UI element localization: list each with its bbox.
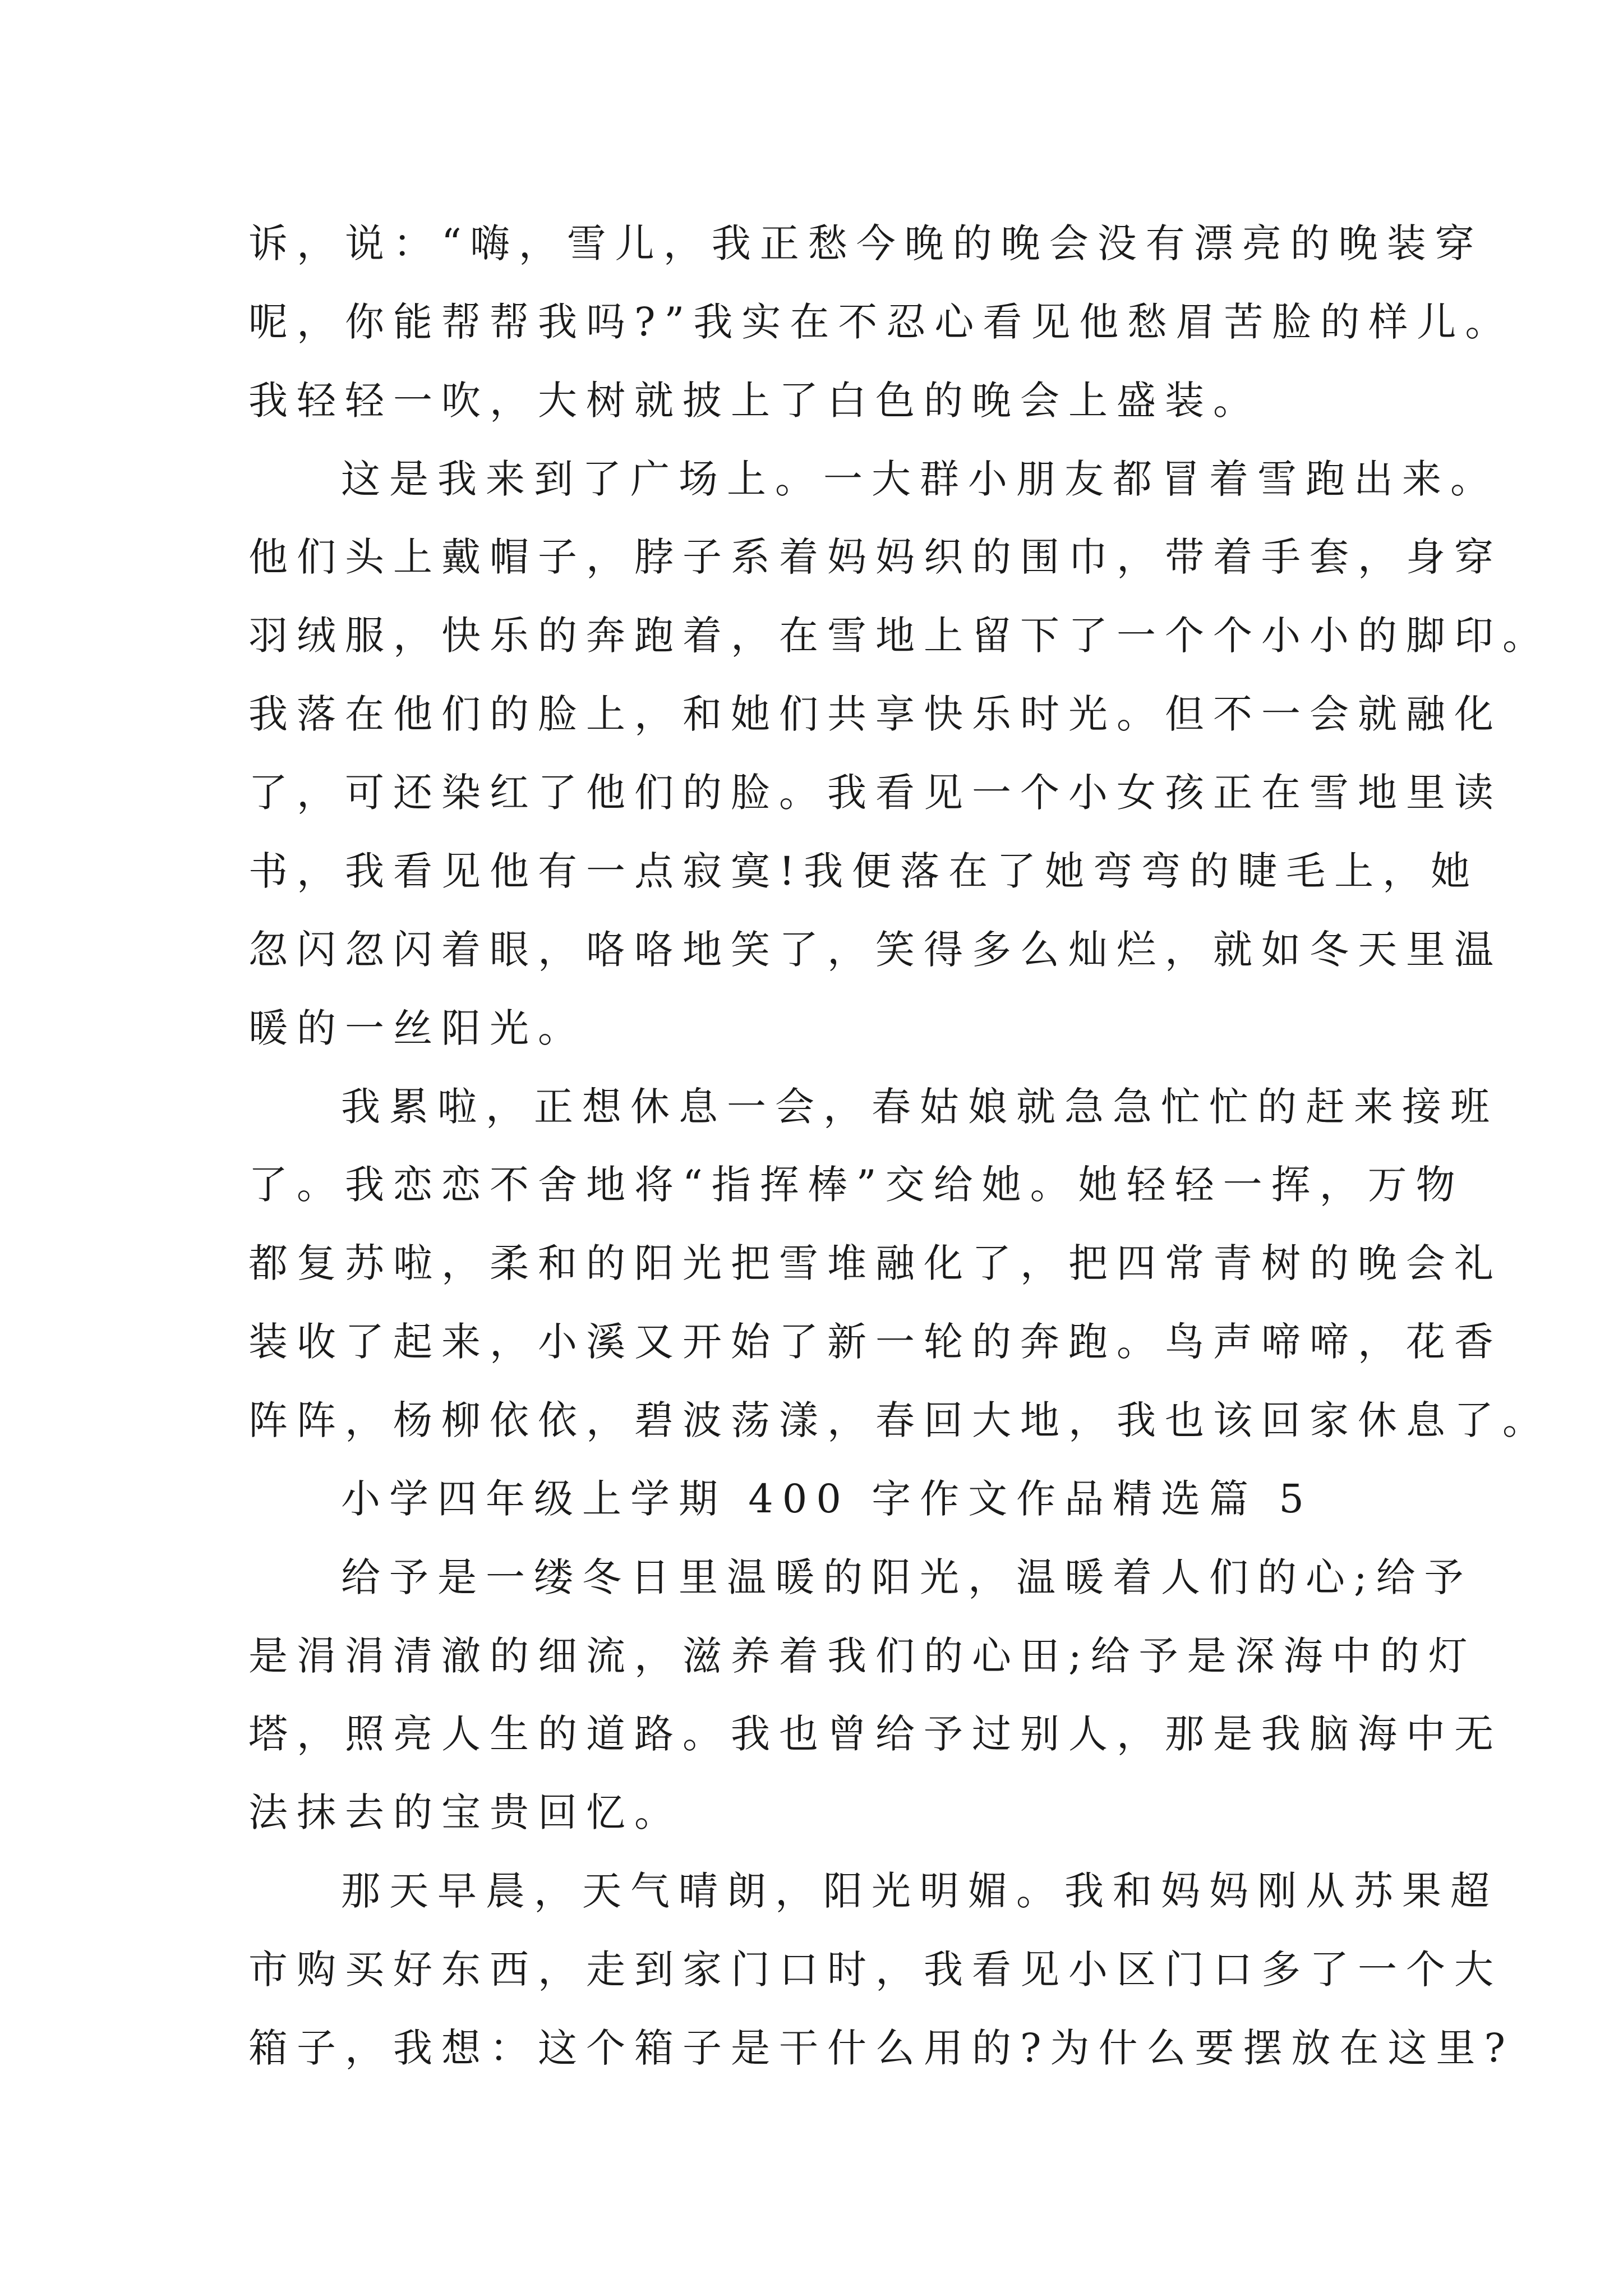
text-line: 是涓涓清澈的细流，滋养着我们的心田;给予是深海中的灯	[248, 1633, 1477, 1679]
text-line: 呢，你能帮帮我吗?”我实在不忍心看见他愁眉苦脸的样儿。	[248, 299, 1514, 345]
paragraph-first-line: 给予是一缕冬日里温暖的阳光，温暖着人们的心;给予	[341, 1554, 1473, 1600]
text-line: 诉，说：“嗨，雪儿，我正愁今晚的晚会没有漂亮的晚装穿	[248, 220, 1483, 266]
text-line: 法抹去的宝贵回忆。	[248, 1789, 683, 1835]
paragraph-first-line: 这是我来到了广场上。一大群小朋友都冒着雪跑出来。	[341, 456, 1498, 502]
text-line: 我轻轻一吹，大树就披上了白色的晚会上盛装。	[248, 378, 1261, 424]
paragraph-first-line: 那天早晨，天气晴朗，阳光明媚。我和妈妈刚从苏果超	[341, 1868, 1498, 1914]
text-line: 阵阵，杨柳依依，碧波荡漾，春回大地，我也该回家休息了。	[248, 1397, 1551, 1443]
text-line: 装收了起来，小溪又开始了新一轮的奔跑。鸟声啼啼，花香	[248, 1319, 1502, 1365]
paragraph-first-line: 我累啦，正想休息一会，春姑娘就急急忙忙的赶来接班	[341, 1084, 1498, 1130]
text-line: 书，我看见他有一点寂寞!我便落在了她弯弯的睫毛上，她	[248, 848, 1479, 894]
text-line: 忽闪忽闪着眼，咯咯地笑了，笑得多么灿烂，就如冬天里温	[248, 927, 1502, 973]
text-line: 暖的一丝阳光。	[248, 1005, 586, 1051]
text-line: 箱子，我想：这个箱子是干什么用的?为什么要摆放在这里?	[248, 2025, 1515, 2071]
text-line: 市购买好东西，走到家门口时，我看见小区门口多了一个大	[248, 1947, 1502, 1993]
text-line: 了。我恋恋不舍地将“指挥棒”交给她。她轻轻一挥，万物	[248, 1162, 1464, 1208]
text-line: 都复苏啦，柔和的阳光把雪堆融化了，把四常青树的晚会礼	[248, 1240, 1502, 1286]
section-heading: 小学四年级上学期 400 字作文作品精选篇 5	[341, 1476, 1313, 1522]
text-line: 了，可还染红了他们的脸。我看见一个小女孩正在雪地里读	[248, 770, 1502, 816]
text-line: 羽绒服，快乐的奔跑着，在雪地上留下了一个个小小的脚印。	[248, 613, 1551, 659]
text-line: 塔，照亮人生的道路。我也曾给予过别人，那是我脑海中无	[248, 1711, 1502, 1757]
text-line: 我落在他们的脸上，和她们共享快乐时光。但不一会就融化	[248, 691, 1502, 737]
text-line: 他们头上戴帽子，脖子系着妈妈织的围巾，带着手套，身穿	[248, 534, 1502, 580]
